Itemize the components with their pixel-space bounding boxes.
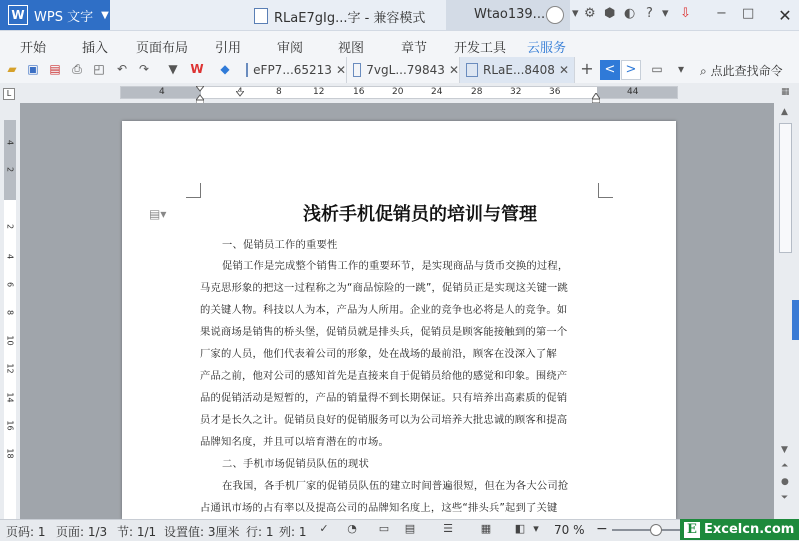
window-title-text: RLaE7gIg...字 - 兼容模式 (274, 11, 426, 26)
body-line: 厂家的人员，他们代表着公司的形象，处在战场的最前沿，顾客在没深入了解 (200, 348, 557, 360)
menu-view[interactable]: 视图 (338, 41, 365, 56)
export-pdf-icon[interactable]: ▤ (49, 62, 61, 76)
watermark-text: Excelcn.com (704, 522, 795, 537)
scroll-down-icon[interactable]: ▼ (781, 445, 788, 455)
settings-icon[interactable]: ⚙ (584, 6, 596, 21)
body-line: 果说商场是销售的桥头堡，促销员就是排头兵，促销员是顾客能接触到的第一个 (200, 326, 568, 338)
dropdown-icon[interactable]: ▾ (572, 6, 579, 21)
ruler-label: 6 (5, 281, 15, 288)
tab-next-button[interactable]: > (621, 60, 641, 80)
app-menu-button[interactable] (0, 0, 110, 30)
command-search[interactable] (700, 62, 783, 79)
ruler-label: 4 (159, 87, 165, 97)
side-panel-toggle[interactable] (792, 300, 799, 340)
ruler-label: 2 (5, 166, 15, 173)
document-icon (254, 8, 268, 24)
status-section: 节: 1/1 (117, 525, 157, 539)
print-icon[interactable]: ⎙ (72, 62, 82, 76)
close-tab-icon[interactable]: ✕ (448, 63, 459, 77)
prev-page-icon[interactable]: ⏶ (781, 461, 789, 471)
status-setting: 设置值: 3厘米 (164, 525, 240, 539)
outline-view-icon[interactable]: ☰ (443, 522, 453, 535)
close-tab-icon[interactable]: ✕ (558, 63, 570, 77)
ruler-label: 28 (471, 87, 483, 97)
paragraph-layout-icon[interactable]: ▤▾ (149, 207, 167, 221)
section-heading: 二、手机市场促销员队伍的现状 (222, 458, 369, 470)
ruler-label: 10 (5, 335, 15, 346)
select-browse-icon[interactable]: ● (781, 477, 789, 487)
menu-chapter[interactable]: 章节 (401, 41, 428, 56)
doc-tab-label: 7vgL...79843 (366, 63, 445, 77)
zoom-slider-handle[interactable] (650, 524, 662, 536)
indent-marker-right[interactable] (592, 92, 600, 102)
vertical-ruler[interactable] (4, 120, 16, 519)
doc-tab-label: eFP7...65213 (253, 63, 332, 77)
ruler-label: 4 (5, 253, 15, 260)
doc-tab-3[interactable] (460, 57, 575, 83)
document-icon (246, 63, 248, 77)
page-view-icon[interactable]: ▤ (404, 522, 416, 535)
body-line: 品牌知名度，并且可以培育潜在的市场。 (200, 436, 389, 448)
document-icon (353, 63, 361, 77)
ruler-label: 16 (353, 87, 365, 97)
ruler-label: 16 (5, 420, 15, 431)
document-page[interactable] (122, 121, 676, 519)
window-mode-icon[interactable]: ▭ (651, 62, 663, 76)
document-heading: 浅析手机促销员的培训与管理 (303, 204, 537, 225)
status-pages: 页面: 1/3 (56, 525, 108, 539)
body-line: 马克思形象的把这一过程称之为“商品惊险的一跳”，促销员正是实现这关键一跳 (200, 282, 568, 294)
menu-cloud[interactable]: 云服务 (527, 41, 567, 56)
ruler-label: 12 (5, 363, 15, 374)
menu-review[interactable]: 审阅 (277, 41, 304, 56)
menu-insert[interactable]: 插入 (82, 41, 109, 56)
body-line: 品的促销活动是短暂的，产品的销量得不到长期保证。只有培养出高素质的促销 (200, 392, 568, 404)
scrollbar-thumb[interactable] (779, 123, 792, 253)
scroll-up-icon[interactable]: ▲ (781, 107, 788, 117)
download-icon[interactable]: ⇩ (680, 6, 691, 21)
ruler-label: 32 (510, 87, 522, 97)
vertical-ruler-text-area (4, 200, 16, 519)
doc-tab-1[interactable] (240, 57, 347, 83)
close-button[interactable]: ✕ (778, 5, 792, 25)
caret-down-icon: ▼ (101, 9, 109, 21)
tab-prev-button[interactable]: < (600, 60, 620, 80)
status-col: 列: 1 (279, 525, 307, 539)
ruler-label: 20 (392, 87, 404, 97)
options-icon[interactable]: ▾ (677, 62, 685, 76)
redo-icon[interactable]: ↷ (138, 62, 150, 76)
ruler-label: 2 (5, 223, 15, 230)
new-tab-button[interactable]: + (580, 59, 594, 78)
zoom-out-button[interactable]: − (596, 521, 608, 537)
ruler-label: 8 (5, 309, 15, 316)
maximize-button[interactable]: □ (742, 6, 755, 21)
undo-icon[interactable]: ↶ (116, 62, 128, 76)
doc-tab-2[interactable] (347, 57, 460, 83)
section-heading: 一、促销员工作的重要性 (222, 239, 338, 251)
next-page-icon[interactable]: ⏷ (781, 493, 789, 503)
more-dropdown-icon[interactable]: ▼ (168, 62, 178, 76)
watermark-badge: E (684, 522, 700, 538)
body-line: 产品之前，他对公司的感知首先是直接来自于促销员给他的感觉和印象。围绕产 (200, 370, 568, 382)
search-icon: ⌕ (700, 64, 707, 78)
user-account[interactable] (446, 0, 570, 30)
ruler-label: 14 (5, 392, 15, 403)
ruler-label: 24 (431, 87, 443, 97)
reading-mode-dropdown-icon[interactable]: ▾ (533, 522, 539, 535)
body-line: 占通讯市场的占有率以及提高公司的品牌知名度上，这些“排头兵”起到了关键 (200, 502, 558, 514)
document-icon (466, 63, 478, 77)
avatar (546, 6, 564, 24)
save-icon[interactable]: ▣ (27, 62, 39, 76)
close-tab-icon[interactable]: ✕ (335, 63, 346, 77)
command-search-label: 点此查找命令 (710, 64, 783, 78)
help-dropdown-icon[interactable]: ▾ (662, 6, 669, 21)
ruler-toggle-icon[interactable]: ▦ (781, 87, 790, 97)
body-line: 的关键人物。科技以人为本，产品为人所用。企业的竞争也必将是人的竞争。如 (200, 304, 568, 316)
ruler-label: 8 (276, 87, 282, 97)
user-name: Wtao139... (474, 7, 546, 22)
cube-icon[interactable]: ◆ (220, 62, 230, 76)
ruler-label: 18 (5, 448, 15, 459)
menu-home[interactable]: 开始 (20, 41, 47, 56)
skin-icon[interactable]: ⬢ (604, 6, 616, 21)
doc-tab-label: RLaE...8408 (483, 63, 555, 77)
first-line-indent-marker[interactable] (236, 86, 244, 92)
minimize-button[interactable]: − (716, 6, 727, 21)
body-line: 在我国，各手机厂家的促销员队伍的建立时间普遍很短，但在为各大公司抢 (222, 480, 569, 492)
track-changes-icon[interactable]: ◔ (347, 522, 357, 535)
ruler-label: 36 (549, 87, 561, 97)
menu-developer[interactable]: 开发工具 (454, 41, 507, 56)
web-view-icon[interactable]: ▦ (480, 522, 492, 535)
watermark-logo (680, 519, 799, 540)
print-preview-icon[interactable]: ◰ (93, 62, 105, 76)
wps-logo-icon: W (8, 5, 28, 25)
menu-references[interactable]: 引用 (215, 41, 242, 56)
menu-page-layout[interactable]: 页面布局 (136, 41, 189, 56)
zoom-slider[interactable] (612, 529, 682, 531)
body-line: 促销工作是完成整个销售工作的重要环节，是实现商品与货币交换的过程， (222, 260, 569, 272)
reading-mode-icon[interactable]: ◧ (514, 522, 526, 535)
tab-stop-selector[interactable]: L (3, 88, 15, 100)
body-line: 员才是长久之计。促销员良好的促销服务可以为公司培养大批忠诚的顾客和提高 (200, 414, 568, 426)
window-title (254, 7, 425, 26)
ruler-label: 12 (313, 87, 325, 97)
full-screen-icon[interactable]: ▭ (378, 522, 390, 535)
wps-icon[interactable]: W (190, 62, 204, 76)
help-icon[interactable]: ? (646, 6, 653, 21)
ruler-label: 44 (627, 87, 639, 97)
ruler-label: 4 (5, 139, 15, 146)
margin-corner-mark (186, 183, 201, 198)
margin-corner-mark (598, 183, 613, 198)
quick-toolbar (0, 57, 799, 84)
spellcheck-icon[interactable]: ✓ (319, 522, 329, 535)
app-name: WPS 文字 (34, 9, 94, 25)
zoom-level[interactable]: 70 % (554, 523, 585, 537)
feedback-icon[interactable]: ◐ (624, 6, 636, 21)
indent-marker-left[interactable] (196, 86, 204, 104)
status-row: 行: 1 (246, 525, 274, 539)
menu-bar (0, 31, 799, 58)
status-page: 页码: 1 (6, 525, 46, 539)
open-icon[interactable]: ▰ (7, 62, 17, 76)
